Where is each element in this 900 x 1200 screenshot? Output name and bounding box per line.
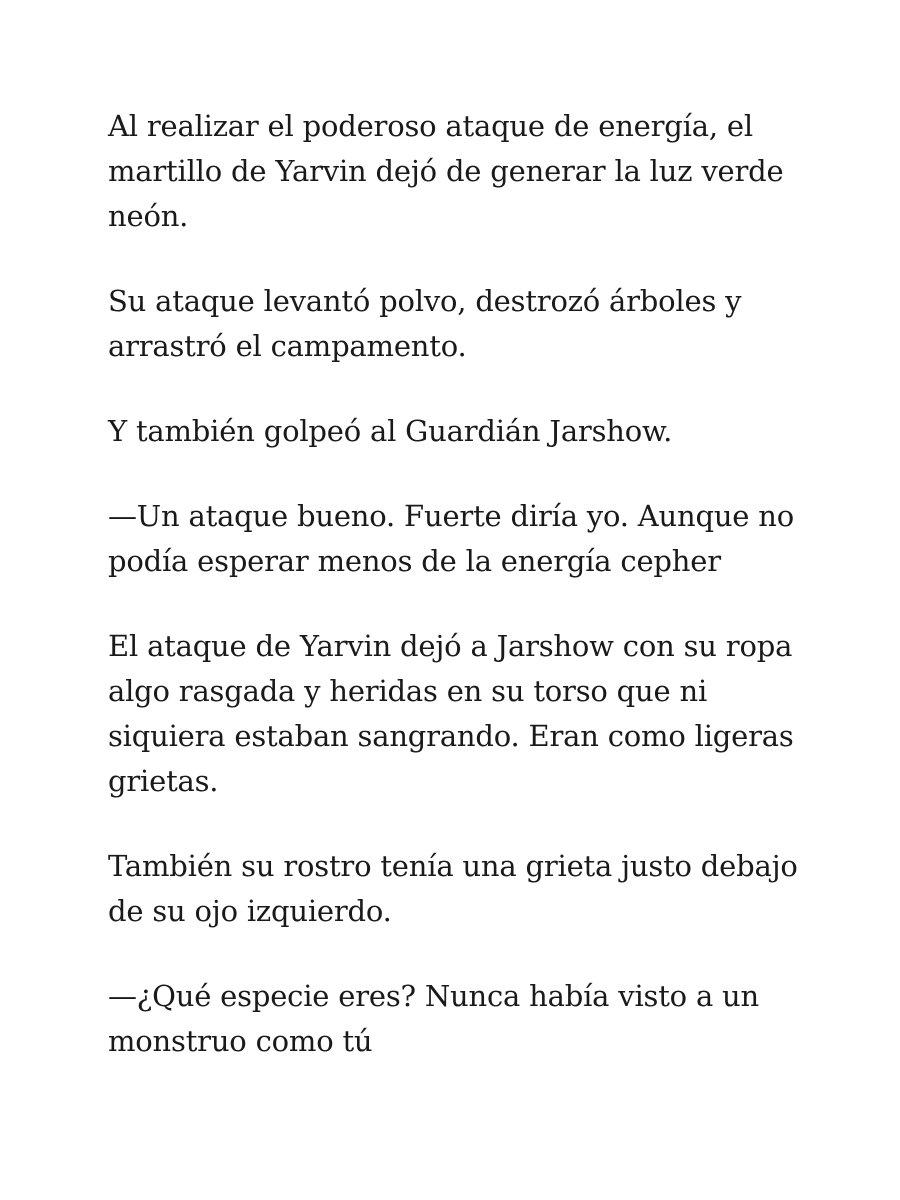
text-line: Al realizar el poderoso ataque de energía, el xyxy=(108,109,753,143)
paragraph-1 xyxy=(108,104,798,239)
text-line: monstruo como tú xyxy=(108,1024,373,1058)
text-line: algo rasgada y heridas en su torso que ni xyxy=(108,674,708,708)
paragraph-6 xyxy=(108,844,798,934)
paragraph-3 xyxy=(108,409,798,454)
text-line: neón. xyxy=(108,199,189,233)
text-line: Y también golpeó al Guardián Jarshow. xyxy=(108,414,673,448)
text-line: martillo de Yarvin dejó de generar la luz verde xyxy=(108,154,784,188)
text-line: de su ojo izquierdo. xyxy=(108,894,392,928)
text-line: Su ataque levantó polvo, destrozó árboles y xyxy=(108,284,742,318)
text-line: El ataque de Yarvin dejó a Jarshow con su ropa xyxy=(108,629,793,663)
paragraph-2 xyxy=(108,279,798,369)
text-line: grietas. xyxy=(108,764,219,798)
text-line: —Un ataque bueno. Fuerte diría yo. Aunque no xyxy=(108,499,795,533)
text-line: También su rostro tenía una grieta justo debajo xyxy=(108,849,798,883)
paragraph-7-dialogue xyxy=(108,974,798,1064)
text-line: siquiera estaban sangrando. Eran como ligeras xyxy=(108,719,794,753)
paragraph-5 xyxy=(108,624,798,804)
text-line: arrastró el campamento. xyxy=(108,329,467,363)
text-line: podía esperar menos de la energía cepher xyxy=(108,544,721,578)
document-page xyxy=(108,104,798,1104)
paragraph-4-dialogue xyxy=(108,494,798,584)
text-line: —¿Qué especie eres? Nunca había visto a un xyxy=(108,979,760,1013)
